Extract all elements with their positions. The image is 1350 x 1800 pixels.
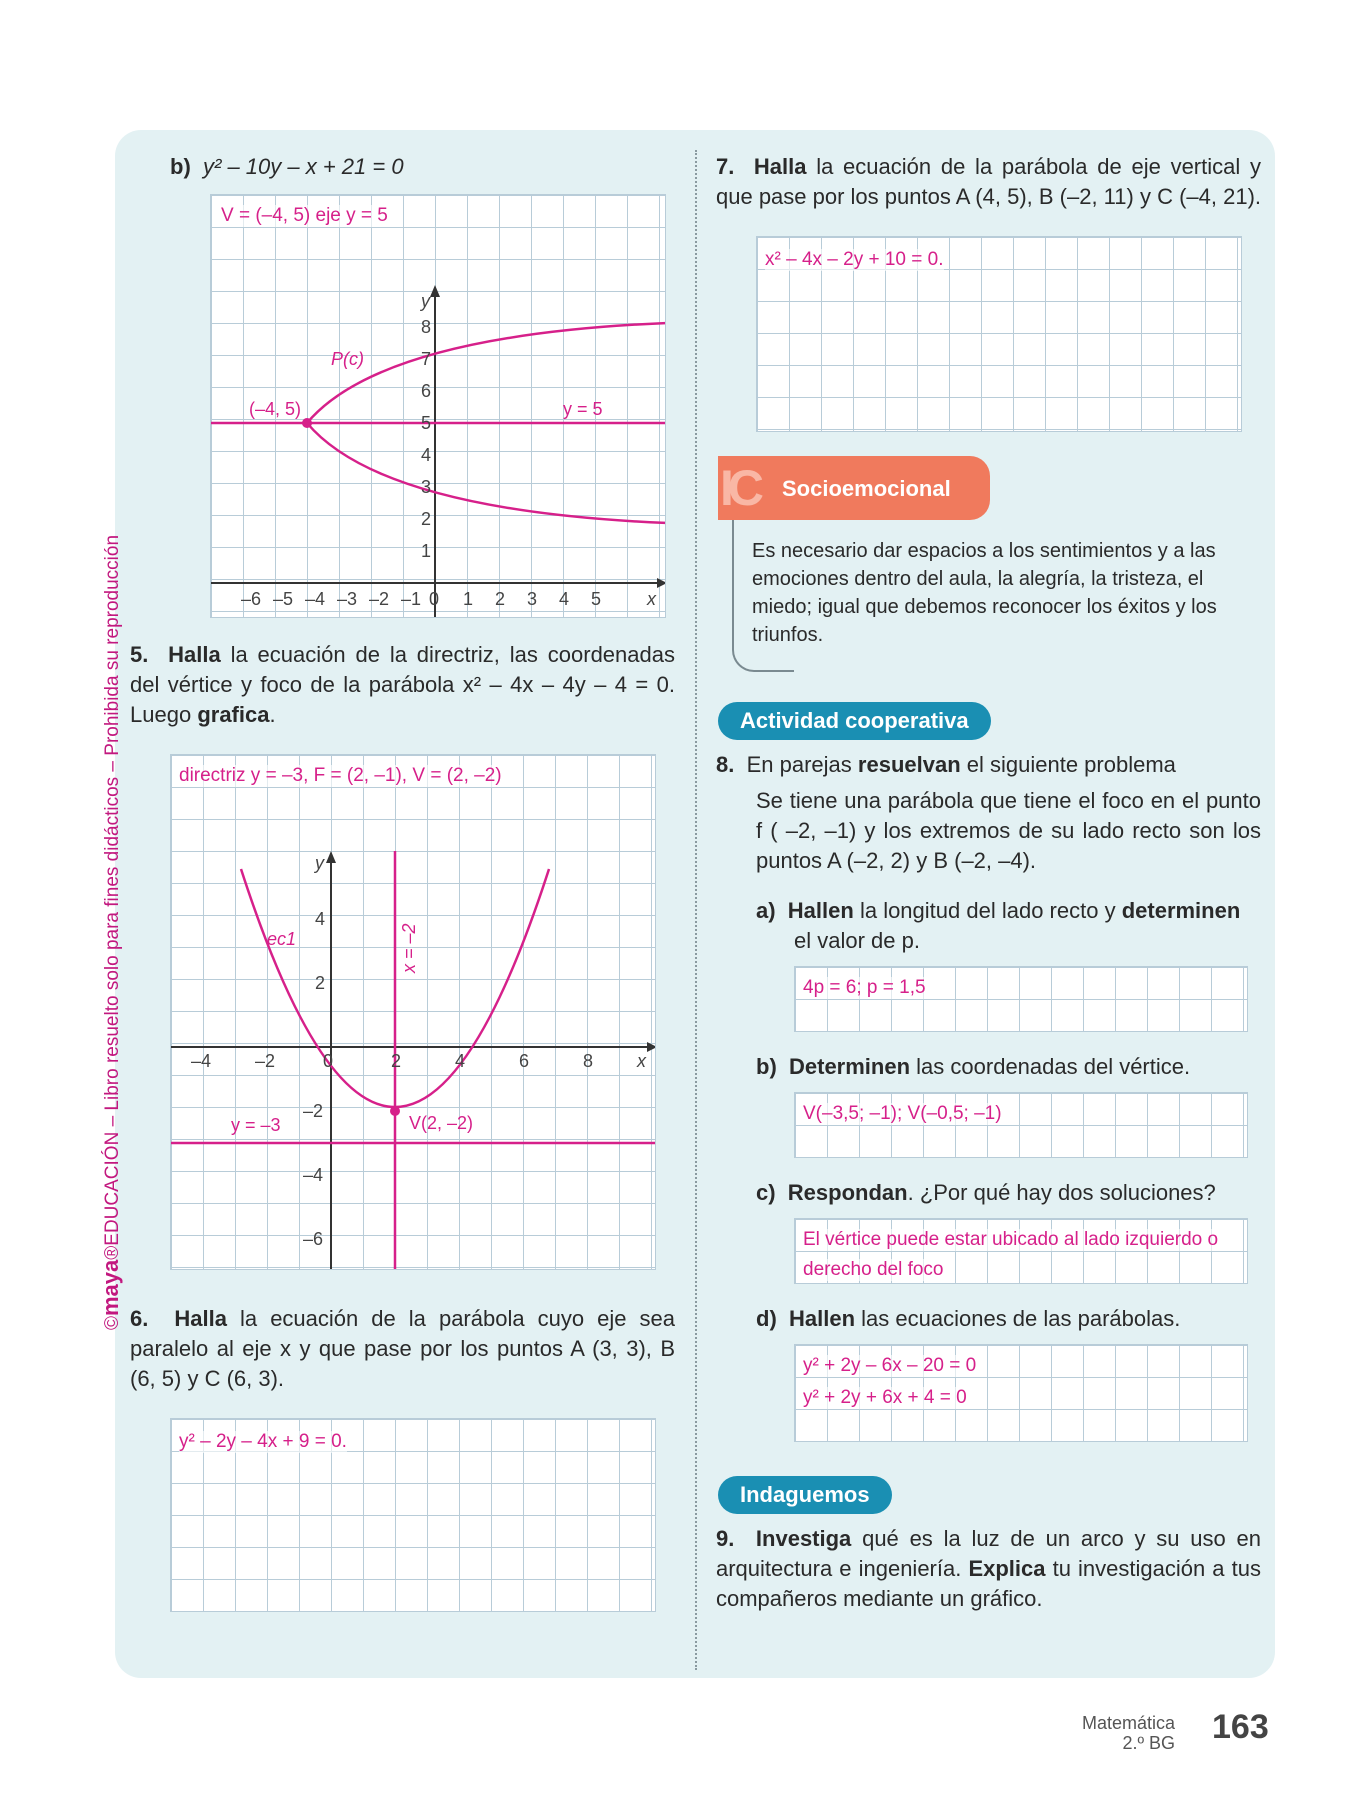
q8c-answer-grid	[794, 1218, 1248, 1284]
q5-ytick: –6	[303, 1229, 324, 1249]
q4b-xtick: –4	[305, 589, 326, 609]
q6-question: 6. Halla la ecuación de la parábola cuyo eje sea paralelo al eje x y que pase por los puntos A (3, 3), B (6, 5) y C (6, 3).	[130, 1306, 675, 1391]
q5-xtick: –2	[255, 1051, 276, 1071]
q5-ytick: 4	[315, 909, 326, 929]
q4b-vertex-label: (–4, 5)	[249, 399, 302, 419]
q4b-xtick: 5	[591, 589, 602, 609]
q5-xtick: 8	[583, 1051, 594, 1071]
q5-symmetry-label: x = –2	[399, 923, 419, 973]
q4b-ytick: 6	[421, 381, 432, 401]
q5-ytick: –2	[303, 1101, 324, 1121]
q8c-answer-line2: derecho del foco	[803, 1259, 944, 1280]
q4b-ytick: 7	[421, 349, 432, 369]
socio-title: Socioemocional	[782, 476, 951, 501]
socio-text: Es necesario dar espacios a los sentimientos y a las emociones dentro del aula, la alegría, la tristeza, el miedo; igual que debemos reconocer los éxitos y los triunfos.	[752, 540, 1217, 646]
q7-question: 7. Halla la ecuación de la parábola de eje vertical y que pase por los puntos A (4, 5), B (–2, 11) y C (–4, 21).	[716, 154, 1262, 209]
footer-subject: Matemática 2.º BG	[1082, 1713, 1176, 1753]
q5-xtick: –4	[191, 1051, 212, 1071]
q6-answer: y² – 2y – 4x + 9 = 0.	[179, 1431, 347, 1452]
q4b-ytick: 3	[421, 477, 432, 497]
q7-answer: x² – 4x – 2y + 10 = 0.	[765, 249, 944, 270]
q4b-y-arrow	[430, 285, 440, 297]
q4b-xtick: 4	[559, 589, 570, 609]
q5-question: 5. Halla la ecuación de la directriz, las coordenadas del vértice y foco de la parábola x² – 4x – 4y – 4 = 0. Luego grafica.	[130, 642, 675, 727]
q5-graph	[171, 755, 656, 1270]
page-number: 163	[1212, 1708, 1269, 1746]
q5-curve-label: ec1	[267, 929, 297, 949]
q6-answer-grid	[170, 1418, 656, 1612]
q5-x-axis-label: x	[637, 1051, 646, 1071]
q4b-graph	[211, 195, 666, 618]
socio-icon: IC	[720, 460, 758, 516]
q4b-ytick: 1	[421, 541, 432, 561]
q5-xtick: 4	[455, 1051, 466, 1071]
q8-text: Se tiene una parábola que tiene el foco en el punto f ( –2, –1) y los extremos de su lado recto son los puntos A (–2, 2) y B (–2, –4).	[756, 788, 1261, 873]
q8a-answer-grid	[794, 966, 1248, 1032]
q8a-answer: 4p = 6; p = 1,5	[803, 977, 926, 998]
q5-vertex-point	[390, 1106, 400, 1116]
q4b-ytick: 4	[421, 445, 432, 465]
q4b-xtick: 3	[527, 589, 538, 609]
q4b-header: b) y² – 10y – x + 21 = 0	[170, 154, 404, 179]
q4b-graph-grid	[210, 194, 666, 618]
q4b-xtick: –1	[401, 589, 422, 609]
q4b-xtick: –2	[369, 589, 390, 609]
q5-y-axis-label: y	[315, 853, 324, 873]
indag-pill: Indaguemos	[718, 1476, 892, 1514]
q8d-answer-grid	[794, 1344, 1248, 1442]
q4b-xtick: 0	[429, 589, 440, 609]
q5-ytick: 2	[315, 973, 326, 993]
q8b-question: b) Determinen las coordenadas del vértice.	[756, 1054, 1191, 1079]
q5-y-arrow	[326, 851, 336, 863]
q4b-x-axis-label: x	[647, 589, 656, 609]
q4b-line-label: y = 5	[563, 399, 603, 419]
q4b-ytick: 8	[421, 317, 432, 337]
q8b-answer: V(–3,5; –1); V(–0,5; –1)	[803, 1103, 1002, 1124]
q4b-curve-label: P(c)	[331, 349, 364, 369]
q4b-answer: V = (–4, 5) eje y = 5	[221, 205, 388, 226]
side-copyright: ©maya®EDUCACIÓN – Libro resuelto solo para fines didácticos – Prohibida su reproducción	[98, 534, 123, 1330]
q8b-answer-grid	[794, 1092, 1248, 1158]
q8d-answer-line1: y² + 2y – 6x – 20 = 0	[803, 1355, 977, 1376]
q8d-question: d) Hallen las ecuaciones de las parábolas.	[756, 1306, 1181, 1331]
q5-x-arrow	[647, 1042, 656, 1052]
q5-xtick: 2	[391, 1051, 402, 1071]
q5-answer: directriz y = –3, F = (2, –1), V = (2, –2)	[179, 765, 502, 786]
q5-xtick: 6	[519, 1051, 530, 1071]
q5-xtick: 0	[323, 1051, 334, 1071]
q4b-vertex-point	[302, 418, 312, 428]
q5-graph-grid	[170, 754, 656, 1270]
q8d-answer-line2: y² + 2y + 6x + 4 = 0	[803, 1387, 967, 1408]
q4b-y-axis-label: y	[421, 291, 430, 311]
q4b-xtick: 2	[495, 589, 506, 609]
q8a-question-end: el valor de p.	[794, 928, 920, 953]
q8-intro: 8. En parejas resuelvan el siguiente problema	[716, 752, 1176, 777]
q8a-question: a) Hallen la longitud del lado recto y determinen	[756, 898, 1241, 923]
q9-question: 9. Investiga qué es la luz de un arco y su uso en arquitectura e ingeniería. Explica tu investigación a tus compañeros mediante un gráfico.	[716, 1526, 1261, 1611]
q4b-x-arrow	[657, 578, 666, 588]
coop-pill: Actividad cooperativa	[718, 702, 991, 740]
q7-answer-grid	[756, 236, 1242, 432]
q4b-xtick: –5	[273, 589, 294, 609]
q4b-xtick: –6	[241, 589, 262, 609]
q8c-question: c) Respondan. ¿Por qué hay dos soluciones?	[756, 1180, 1216, 1205]
q8c-answer-line1: El vértice puede estar ubicado al lado izquierdo o	[803, 1229, 1219, 1250]
q4b-ytick: 5	[421, 413, 432, 433]
q5-directrix-label: y = –3	[231, 1115, 281, 1135]
q5-vertex-label: V(2, –2)	[409, 1113, 474, 1133]
column-divider	[695, 150, 697, 1670]
q4b-ytick: 2	[421, 509, 432, 529]
q4b-xtick: –3	[337, 589, 358, 609]
q5-ytick: –4	[303, 1165, 324, 1185]
q4b-xtick: 1	[463, 589, 474, 609]
